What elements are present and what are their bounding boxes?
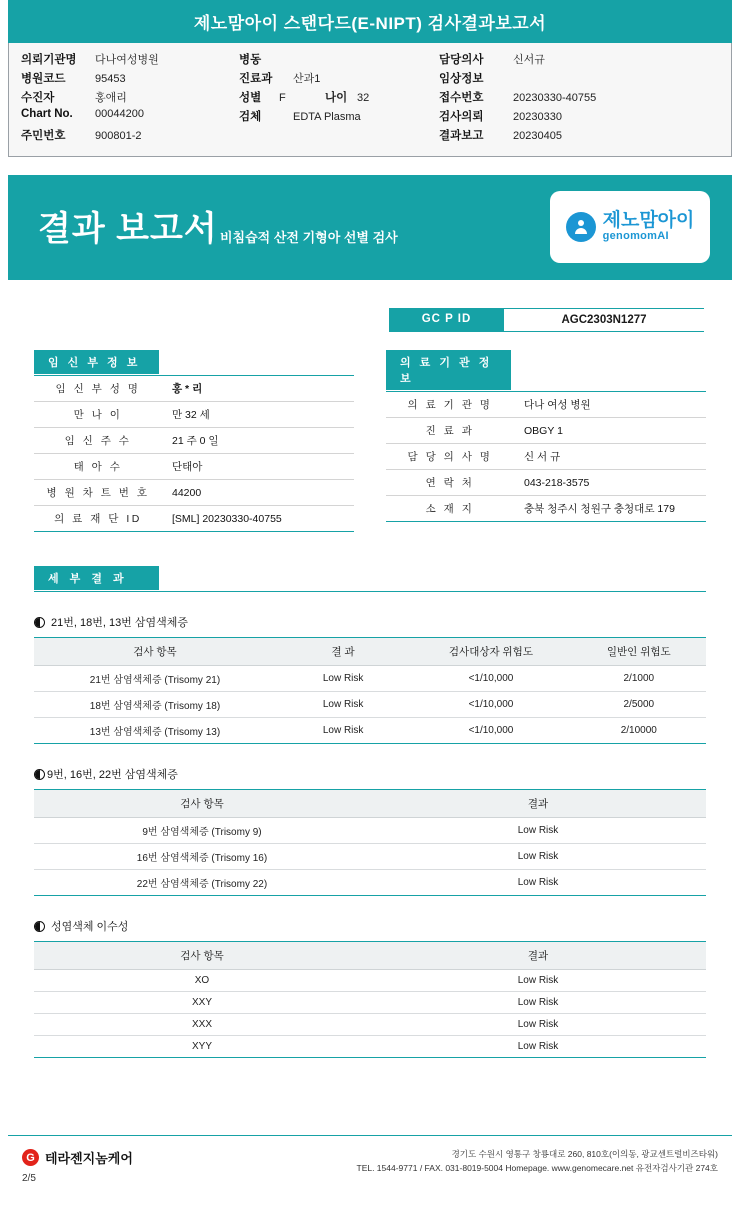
table1-r0-subject-risk: <1/10,000	[410, 666, 571, 692]
logo-text-en: genomomAI	[602, 230, 669, 243]
detail-section-heading	[34, 566, 706, 590]
hospital-info-table	[386, 391, 706, 522]
value-age: 32	[357, 92, 370, 104]
table-row	[386, 444, 706, 470]
footer-divider	[8, 1135, 732, 1136]
table-row	[386, 418, 706, 444]
pregnant-value-gestational-week: 21 주 0 일	[162, 428, 354, 454]
company-mark-icon: G	[22, 1149, 39, 1166]
table1-r2-subject-risk: <1/10,000	[410, 718, 571, 744]
page-number: 2/5	[22, 1173, 36, 1184]
label-department: 진료과	[239, 73, 273, 85]
trisomy-secondary-table	[34, 789, 706, 896]
table1-subtitle: 21번, 18번, 13번 삼염색체증	[51, 617, 188, 629]
genomomai-logo	[550, 191, 710, 263]
table2-r2-result: Low Risk	[370, 870, 706, 896]
hospital-key-department: 진 료 과	[386, 418, 514, 444]
detail-section-label: 세 부 결 과	[34, 566, 159, 590]
table3-r0-item: XO	[34, 970, 370, 992]
hospital-key-doctor: 담 당 의 사 명	[386, 444, 514, 470]
label-chart-no: Chart No.	[21, 108, 73, 120]
table-header-row	[34, 790, 706, 818]
info-tables	[34, 350, 706, 532]
table2-subtitle-row	[34, 766, 706, 782]
label-report-date: 결과보고	[439, 130, 484, 142]
table3-col-result: 결과	[370, 942, 706, 970]
table3-subtitle: 성염색체 이수성	[51, 921, 129, 933]
pregnant-value-name: 홍 * 리	[162, 376, 354, 402]
patient-row-resident-no	[21, 127, 239, 146]
table2-r1-item: 16번 삼염색체증 (Trisomy 16)	[34, 844, 370, 870]
label-specimen: 검체	[239, 111, 262, 123]
gcp-id-label: GC P ID	[389, 308, 504, 332]
patient-row-specimen	[239, 108, 439, 127]
value-patient-name: 홍애리	[95, 92, 127, 104]
table3-r1-result: Low Risk	[370, 992, 706, 1014]
sex-chromosome-table	[34, 941, 706, 1058]
table-row	[34, 970, 706, 992]
label-request-date: 검사의뢰	[439, 111, 484, 123]
report-title: 제노맘아이 스탠다드(E-NIPT) 검사결과보고서	[8, 0, 732, 43]
value-department: 산과1	[293, 73, 321, 85]
value-hospital-code: 95453	[95, 73, 126, 85]
value-sex: F	[279, 92, 286, 104]
pregnant-info-heading: 임 신 부 정 보	[34, 350, 159, 374]
table1-col-result: 결 과	[276, 638, 410, 666]
value-report-date: 20230405	[513, 130, 562, 142]
patient-row-doctor	[439, 51, 719, 70]
patient-row-department	[239, 70, 439, 89]
hospital-value-address: 충북 청주시 청원구 충청대로 179	[514, 496, 706, 522]
hospital-key-name: 의 료 기 관 명	[386, 392, 514, 418]
table1-r2-result: Low Risk	[276, 718, 410, 744]
table3-r1-item: XXY	[34, 992, 370, 1014]
pregnant-key-name: 임 신 부 성 명	[34, 376, 162, 402]
table-row	[34, 844, 706, 870]
table2-col-item: 검사 항목	[34, 790, 370, 818]
patient-info-column-2	[239, 51, 439, 146]
table2-col-result: 결과	[370, 790, 706, 818]
pregnant-value-foundation-id: [SML] 20230330-40755	[162, 506, 354, 532]
hospital-info-block	[386, 350, 706, 532]
table-row	[386, 496, 706, 522]
table1-r0-general-risk: 2/1000	[572, 666, 706, 692]
table-row	[34, 1014, 706, 1036]
detail-section-rule	[34, 590, 706, 592]
table1-r0-item: 21번 삼염색체증 (Trisomy 21)	[34, 666, 276, 692]
patient-info-box	[8, 43, 732, 157]
table-row	[34, 480, 354, 506]
pregnant-key-gestational-week: 임 신 주 수	[34, 428, 162, 454]
label-ward: 병동	[239, 54, 262, 66]
value-reception-no: 20230330-40755	[513, 92, 597, 104]
table1-col-item: 검사 항목	[34, 638, 276, 666]
banner-subtitle: 비침습적 산전 기형아 선별 검사	[220, 230, 398, 245]
table-row	[34, 692, 706, 718]
table3-r3-item: XYY	[34, 1036, 370, 1058]
patient-info-column-3	[439, 51, 719, 146]
patient-row-clinical-info	[439, 70, 719, 89]
table-row	[34, 402, 354, 428]
footer-address: 경기도 수원시 영통구 창룡대로 260, 810호(이의동, 광교센트럴비즈타워)	[451, 1149, 718, 1159]
value-request-date: 20230330	[513, 111, 562, 123]
table-row	[34, 818, 706, 844]
patient-row-report-date	[439, 127, 719, 146]
table-row	[34, 376, 354, 402]
table3-r2-item: XXX	[34, 1014, 370, 1036]
patient-row-institution	[21, 51, 239, 70]
company-logo	[22, 1148, 133, 1167]
label-sex: 성별	[239, 92, 262, 104]
table1-col-subject-risk: 검사대상자 위험도	[410, 638, 571, 666]
table2-r0-item: 9번 삼염색체증 (Trisomy 9)	[34, 818, 370, 844]
table3-subtitle-row	[34, 918, 706, 934]
table-row	[34, 1036, 706, 1058]
label-resident-no: 주민번호	[21, 130, 66, 142]
pregnant-info-block	[34, 350, 354, 532]
table-row	[34, 454, 354, 480]
pregnant-value-chart-no: 44200	[162, 480, 354, 506]
value-specimen: EDTA Plasma	[293, 111, 361, 123]
half-circle-bullet-icon	[34, 769, 45, 780]
pregnant-key-fetus-count: 태 아 수	[34, 454, 162, 480]
table-row	[34, 718, 706, 744]
half-circle-bullet-icon	[34, 921, 45, 932]
hospital-value-phone: 043-218-3575	[514, 470, 706, 496]
table-row	[386, 392, 706, 418]
patient-row-sex-age	[239, 89, 439, 108]
table2-r2-item: 22번 삼염색체증 (Trisomy 22)	[34, 870, 370, 896]
hospital-value-department: OBGY 1	[514, 418, 706, 444]
table-header-row	[34, 942, 706, 970]
label-patient-name: 수진자	[21, 92, 55, 104]
patient-info-column-1	[21, 51, 239, 146]
company-name: 테라젠지놈케어	[45, 1151, 133, 1166]
table1-r1-general-risk: 2/5000	[572, 692, 706, 718]
patient-row-chart-no	[21, 108, 239, 127]
hospital-value-doctor: 신 서 규	[514, 444, 706, 470]
table2-subtitle: 9번, 16번, 22번 삼염색체증	[47, 769, 178, 781]
table-row	[386, 470, 706, 496]
half-circle-bullet-icon	[34, 617, 45, 628]
footer-right	[357, 1148, 719, 1175]
table-row	[34, 428, 354, 454]
table1-r1-item: 18번 삼염색체증 (Trisomy 18)	[34, 692, 276, 718]
table3-r2-result: Low Risk	[370, 1014, 706, 1036]
table-row	[34, 870, 706, 896]
table3-r3-result: Low Risk	[370, 1036, 706, 1058]
table2-r1-result: Low Risk	[370, 844, 706, 870]
hospital-key-phone: 연 락 처	[386, 470, 514, 496]
label-age: 나이	[325, 92, 348, 104]
table-row	[34, 666, 706, 692]
label-clinical-info: 임상정보	[439, 73, 484, 85]
page-footer	[0, 1148, 740, 1184]
patient-row-ward	[239, 51, 439, 70]
label-institution: 의뢰기관명	[21, 54, 77, 66]
table1-r1-subject-risk: <1/10,000	[410, 692, 571, 718]
table-row	[34, 506, 354, 532]
table1-col-general-risk: 일반인 위험도	[572, 638, 706, 666]
logo-text	[603, 211, 695, 242]
table1-r1-result: Low Risk	[276, 692, 410, 718]
footer-contact: TEL. 1544-9771 / FAX. 031-8019-5004 Homepage. www.genomecare.net 유전자검사기관 274호	[356, 1162, 718, 1173]
value-doctor: 신서규	[513, 54, 545, 66]
patient-row-patient-name	[21, 89, 239, 108]
table1-r2-general-risk: 2/10000	[572, 718, 706, 744]
pregnant-value-age: 만 32 세	[162, 402, 354, 428]
pregnant-info-table	[34, 375, 354, 532]
footer-left	[22, 1148, 133, 1184]
table-header-row	[34, 638, 706, 666]
table3-col-item: 검사 항목	[34, 942, 370, 970]
value-institution: 다나여성병원	[95, 54, 159, 66]
gcp-id-value: AGC2303N1277	[504, 308, 704, 332]
table1-subtitle-row	[34, 614, 706, 630]
pregnant-value-fetus-count: 단태아	[162, 454, 354, 480]
table1-r0-result: Low Risk	[276, 666, 410, 692]
value-chart-no: 00044200	[95, 108, 144, 120]
value-resident-no: 900801-2	[95, 130, 142, 142]
logo-text-ko: 제노맘아이	[602, 210, 695, 232]
gcp-id-row	[0, 308, 704, 332]
hospital-key-address: 소 재 지	[386, 496, 514, 522]
table1-r2-item: 13번 삼염색체증 (Trisomy 13)	[34, 718, 276, 744]
table3-r0-result: Low Risk	[370, 970, 706, 992]
trisomy-main-table	[34, 637, 706, 744]
table-row	[34, 992, 706, 1014]
pregnant-key-chart-no: 병 원 차 트 번 호	[34, 480, 162, 506]
pregnant-key-foundation-id: 의 료 재 단 ID	[34, 506, 162, 532]
label-doctor: 담당의사	[439, 54, 484, 66]
table2-r0-result: Low Risk	[370, 818, 706, 844]
hospital-info-heading: 의 료 기 관 정 보	[386, 350, 511, 390]
person-icon	[566, 212, 596, 242]
patient-row-request-date	[439, 108, 719, 127]
label-reception-no: 접수번호	[439, 92, 484, 104]
banner-title: 결과 보고서	[38, 210, 218, 248]
hospital-value-name: 다나 여성 병원	[514, 392, 706, 418]
report-banner	[8, 175, 732, 280]
patient-row-hospital-code	[21, 70, 239, 89]
patient-row-reception-no	[439, 89, 719, 108]
label-hospital-code: 병원코드	[21, 73, 66, 85]
pregnant-key-age: 만 나 이	[34, 402, 162, 428]
